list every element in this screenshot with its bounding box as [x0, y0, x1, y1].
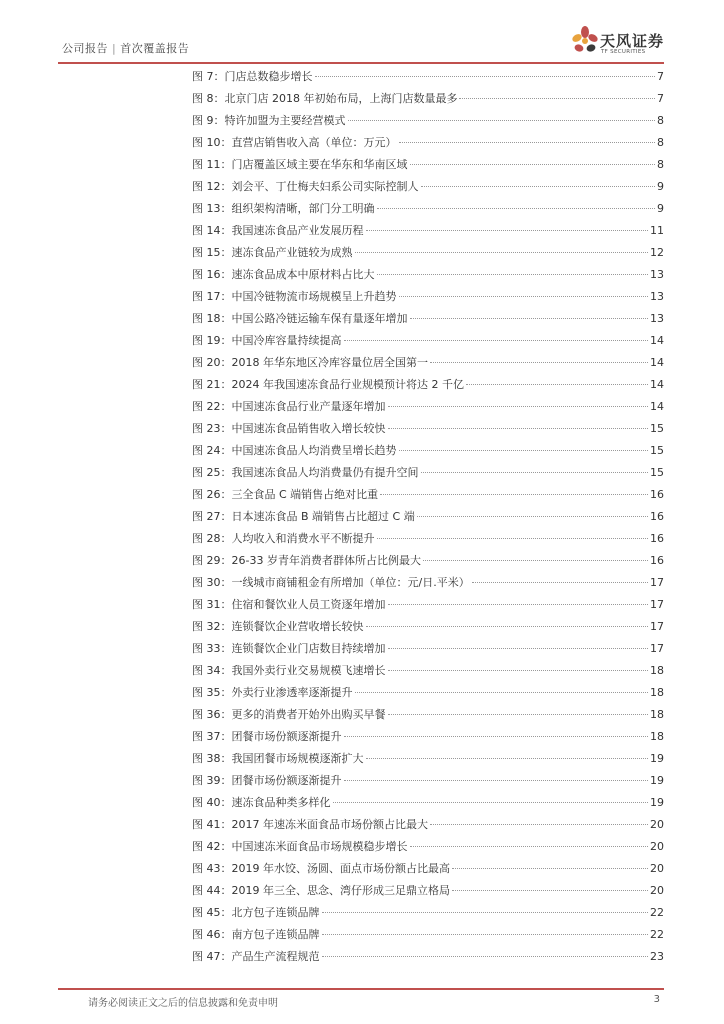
toc-entry[interactable]: [192, 484, 664, 506]
toc-entry[interactable]: [192, 374, 664, 396]
toc-entry-label[interactable]: 图 34：我国外卖行业交易规模飞速增长: [192, 664, 386, 677]
toc-dot-leader: [410, 164, 656, 165]
toc-entry-page[interactable]: 22: [650, 906, 664, 919]
toc-entry[interactable]: [192, 462, 664, 484]
toc-entry-page[interactable]: 18: [650, 730, 664, 743]
toc-dot-leader: [388, 604, 649, 605]
toc-dot-leader: [366, 230, 649, 231]
toc-entry[interactable]: [192, 352, 664, 374]
toc-entry-page[interactable]: 9: [657, 202, 664, 215]
toc-dot-leader: [344, 340, 649, 341]
toc-entry[interactable]: [192, 418, 664, 440]
toc-entry-label[interactable]: 图 18：中国公路冷链运输车保有量逐年增加: [192, 312, 408, 325]
toc-entry[interactable]: [192, 264, 664, 286]
toc-dot-leader: [388, 406, 649, 407]
toc-entry-label[interactable]: 图 23：中国速冻食品销售收入增长较快: [192, 422, 386, 435]
toc-entry-page[interactable]: 13: [650, 290, 664, 303]
toc-entry[interactable]: [192, 528, 664, 550]
toc-entry[interactable]: [192, 220, 664, 242]
toc-entry-page[interactable]: 20: [650, 862, 664, 875]
header-separator: |: [112, 42, 117, 55]
toc-dot-leader: [333, 802, 649, 803]
toc-entry[interactable]: [192, 132, 664, 154]
toc-entry-page[interactable]: 11: [650, 224, 664, 237]
toc-dot-leader: [472, 582, 648, 583]
toc-entry-label[interactable]: 图 38：我国团餐市场规模逐渐扩大: [192, 752, 364, 765]
toc-entry-label[interactable]: 图 27：日本速冻食品 B 端销售占比超过 C 端: [192, 510, 415, 523]
toc-entry-label[interactable]: 图 30：一线城市商铺租金有所增加（单位：元/日.平米）: [192, 576, 470, 589]
toc-entry[interactable]: [192, 88, 664, 110]
toc-entry-page[interactable]: 15: [650, 466, 664, 479]
toc-dot-leader: [466, 384, 648, 385]
toc-entry-page[interactable]: 14: [650, 334, 664, 347]
toc-entry[interactable]: [192, 682, 664, 704]
toc-entry-label[interactable]: 图 14：我国速冻食品产业发展历程: [192, 224, 364, 237]
toc-entry-label[interactable]: 图 37：团餐市场份额逐渐提升: [192, 730, 342, 743]
toc-dot-leader: [388, 670, 649, 671]
toc-entry[interactable]: [192, 506, 664, 528]
toc-dot-leader: [355, 252, 649, 253]
toc-entry[interactable]: [192, 572, 664, 594]
toc-entry-label[interactable]: 图 29：26-33 岁青年消费者群体所占比例最大: [192, 554, 421, 567]
toc-entry[interactable]: [192, 770, 664, 792]
toc-entry-page[interactable]: 15: [650, 444, 664, 457]
toc-entry[interactable]: [192, 726, 664, 748]
toc-entry-label[interactable]: 图 31：住宿和餐饮业人员工资逐年增加: [192, 598, 386, 611]
toc-entry[interactable]: [192, 858, 664, 880]
report-category: 公司报告: [62, 42, 108, 55]
toc-entry-page[interactable]: 16: [650, 554, 664, 567]
toc-entry-label[interactable]: 图 33：连锁餐饮企业门店数目持续增加: [192, 642, 386, 655]
toc-entry[interactable]: [192, 550, 664, 572]
toc-entry-page[interactable]: 13: [650, 312, 664, 325]
toc-entry-page[interactable]: 18: [650, 664, 664, 677]
toc-entry-page[interactable]: 20: [650, 840, 664, 853]
toc-entry[interactable]: [192, 66, 664, 88]
toc-entry-label[interactable]: 图 11：门店覆盖区域主要在华东和华南区域: [192, 158, 408, 171]
toc-entry-page[interactable]: 22: [650, 928, 664, 941]
toc-dot-leader: [399, 450, 649, 451]
toc-entry-page[interactable]: 8: [657, 158, 664, 171]
brand-name: 天风证券: [600, 32, 665, 50]
toc-entry-label[interactable]: 图 47：产品生产流程规范: [192, 950, 320, 963]
toc-dot-leader: [315, 76, 656, 77]
toc-dot-leader: [366, 758, 649, 759]
toc-entry-label[interactable]: 图 13：组织架构清晰，部门分工明确: [192, 202, 375, 215]
toc-dot-leader: [388, 648, 649, 649]
toc-entry[interactable]: [192, 638, 664, 660]
toc-entry-page[interactable]: 8: [657, 114, 664, 127]
footer-disclaimer: 请务必阅读正文之后的信息披露和免责申明: [88, 998, 278, 1009]
toc-entry-label[interactable]: 图 19：中国冷库容量持续提高: [192, 334, 342, 347]
toc-entry-label[interactable]: 图 20：2018 年华东地区冷库容量位居全国第一: [192, 356, 428, 369]
toc-entry-label[interactable]: 图 24：中国速冻食品人均消费呈增长趋势: [192, 444, 397, 457]
toc-entry[interactable]: [192, 396, 664, 418]
figure-list: [192, 66, 664, 968]
toc-entry-page[interactable]: 14: [650, 400, 664, 413]
toc-entry-label[interactable]: 图 32：连锁餐饮企业营收增长较快: [192, 620, 364, 633]
toc-entry-page[interactable]: 19: [650, 796, 664, 809]
toc-dot-leader: [377, 538, 649, 539]
toc-entry-label[interactable]: 图 21：2024 年我国速冻食品行业规模预计将达 2 千亿: [192, 378, 464, 391]
toc-entry-label[interactable]: 图 28：人均收入和消费水平不断提升: [192, 532, 375, 545]
toc-entry-page[interactable]: 23: [650, 950, 664, 963]
toc-entry[interactable]: [192, 704, 664, 726]
toc-dot-leader: [366, 626, 649, 627]
toc-entry-label[interactable]: 图 39：团餐市场份额逐渐提升: [192, 774, 342, 787]
toc-entry[interactable]: [192, 286, 664, 308]
toc-dot-leader: [348, 120, 656, 121]
toc-dot-leader: [417, 516, 648, 517]
toc-dot-leader: [388, 714, 649, 715]
toc-entry[interactable]: [192, 946, 664, 968]
toc-entry[interactable]: [192, 242, 664, 264]
toc-entry-page[interactable]: 15: [650, 422, 664, 435]
brand-subtitle: TF SECURITIES: [601, 49, 646, 55]
toc-entry-label[interactable]: 图 40：速冻食品种类多样化: [192, 796, 331, 809]
toc-entry[interactable]: [192, 154, 664, 176]
toc-entry[interactable]: [192, 440, 664, 462]
toc-entry-page[interactable]: 14: [650, 356, 664, 369]
toc-entry[interactable]: [192, 594, 664, 616]
toc-dot-leader: [410, 846, 649, 847]
toc-entry-page[interactable]: 12: [650, 246, 664, 259]
toc-dot-leader: [377, 274, 649, 275]
report-type: 首次覆盖报告: [120, 42, 190, 55]
toc-entry-page[interactable]: 19: [650, 774, 664, 787]
toc-entry[interactable]: [192, 110, 664, 132]
toc-entry-page[interactable]: 7: [657, 92, 664, 105]
toc-dot-leader: [322, 934, 649, 935]
report-header: [62, 40, 189, 56]
toc-entry-label[interactable]: 图 15：速冻食品产业链较为成熟: [192, 246, 353, 259]
toc-entry-label[interactable]: 图 46：南方包子连锁品牌: [192, 928, 320, 941]
toc-dot-leader: [355, 692, 649, 693]
toc-entry[interactable]: [192, 880, 664, 902]
toc-entry-page[interactable]: 9: [657, 180, 664, 193]
toc-entry-page[interactable]: 17: [650, 598, 664, 611]
page-number: 3: [653, 994, 660, 1005]
toc-dot-leader: [410, 318, 649, 319]
toc-dot-leader: [388, 428, 649, 429]
toc-entry-label[interactable]: 图 17：中国冷链物流市场规模呈上升趋势: [192, 290, 397, 303]
toc-entry[interactable]: [192, 902, 664, 924]
toc-entry-page[interactable]: 13: [650, 268, 664, 281]
toc-entry-label[interactable]: 图 44：2019 年三全、思念、湾仔形成三足鼎立格局: [192, 884, 450, 897]
toc-entry-page[interactable]: 17: [650, 576, 664, 589]
tf-securities-logo: [570, 24, 670, 60]
toc-dot-leader: [430, 824, 648, 825]
toc-entry-page[interactable]: 17: [650, 642, 664, 655]
toc-entry[interactable]: [192, 330, 664, 352]
toc-entry-label[interactable]: 图 26：三全食品 C 端销售占绝对比重: [192, 488, 379, 501]
toc-entry[interactable]: [192, 924, 664, 946]
toc-entry-page[interactable]: 16: [650, 532, 664, 545]
toc-entry-page[interactable]: 20: [650, 884, 664, 897]
toc-entry-page[interactable]: 18: [650, 708, 664, 721]
toc-entry-label[interactable]: 图 12：刘会平、丁仕梅夫妇系公司实际控制人: [192, 180, 419, 193]
toc-dot-leader: [452, 890, 648, 891]
toc-entry-page[interactable]: 18: [650, 686, 664, 699]
toc-dot-leader: [459, 98, 655, 99]
toc-dot-leader: [399, 296, 649, 297]
toc-entry-page[interactable]: 7: [657, 70, 664, 83]
toc-dot-leader: [423, 560, 648, 561]
toc-dot-leader: [452, 868, 648, 869]
toc-entry[interactable]: [192, 198, 664, 220]
toc-entry-page[interactable]: 14: [650, 378, 664, 391]
toc-dot-leader: [399, 142, 656, 143]
toc-entry[interactable]: [192, 836, 664, 858]
toc-entry-label[interactable]: 图 25：我国速冻食品人均消费量仍有提升空间: [192, 466, 419, 479]
toc-entry-label[interactable]: 图 41：2017 年速冻米面食品市场份额占比最大: [192, 818, 428, 831]
toc-entry[interactable]: [192, 792, 664, 814]
flower-logo-icon: [570, 24, 600, 60]
toc-entry[interactable]: [192, 176, 664, 198]
toc-dot-leader: [377, 208, 656, 209]
toc-entry-label[interactable]: 图 10：直营店销售收入高（单位：万元）: [192, 136, 397, 149]
toc-entry-label[interactable]: 图 36：更多的消费者开始外出购买早餐: [192, 708, 386, 721]
toc-entry-label[interactable]: 图 8：北京门店 2018 年初始布局，上海门店数量最多: [192, 92, 458, 105]
toc-entry-label[interactable]: 图 45：北方包子连锁品牌: [192, 906, 320, 919]
toc-entry-label[interactable]: 图 7：门店总数稳步增长: [192, 70, 313, 83]
toc-entry-label[interactable]: 图 42：中国速冻米面食品市场规模稳步增长: [192, 840, 408, 853]
toc-entry[interactable]: [192, 616, 664, 638]
toc-entry-label[interactable]: 图 22：中国速冻食品行业产量逐年增加: [192, 400, 386, 413]
header-divider: [58, 62, 664, 64]
toc-dot-leader: [322, 956, 649, 957]
toc-entry-label[interactable]: 图 16：速冻食品成本中原材料占比大: [192, 268, 375, 281]
toc-dot-leader: [344, 736, 649, 737]
toc-entry-label[interactable]: 图 9：特许加盟为主要经营模式: [192, 114, 346, 127]
toc-dot-leader: [430, 362, 648, 363]
toc-dot-leader: [380, 494, 648, 495]
toc-dot-leader: [322, 912, 649, 913]
toc-entry-page[interactable]: 17: [650, 620, 664, 633]
toc-entry[interactable]: [192, 748, 664, 770]
toc-entry-label[interactable]: 图 43：2019 年水饺、汤圆、面点市场份额占比最高: [192, 862, 450, 875]
toc-dot-leader: [421, 472, 649, 473]
toc-entry-page[interactable]: 20: [650, 818, 664, 831]
toc-entry-page[interactable]: 16: [650, 510, 664, 523]
toc-entry[interactable]: [192, 308, 664, 330]
toc-entry-page[interactable]: 8: [657, 136, 664, 149]
toc-entry[interactable]: [192, 814, 664, 836]
toc-dot-leader: [344, 780, 649, 781]
toc-dot-leader: [421, 186, 656, 187]
toc-entry-page[interactable]: 16: [650, 488, 664, 501]
toc-entry-label[interactable]: 图 35：外卖行业渗透率逐渐提升: [192, 686, 353, 699]
footer-divider: [58, 988, 664, 990]
toc-entry[interactable]: [192, 660, 664, 682]
toc-entry-page[interactable]: 19: [650, 752, 664, 765]
